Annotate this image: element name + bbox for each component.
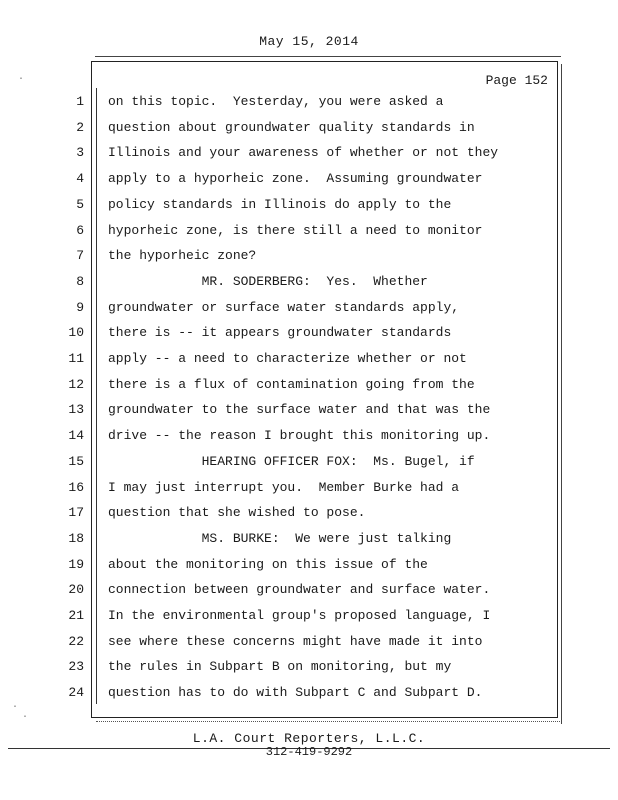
page-frame-shadow-bottom	[96, 721, 560, 722]
line-number: 3	[76, 145, 84, 160]
line-number: 9	[76, 300, 84, 315]
transcript-line: HEARING OFFICER FOX: Ms. Bugel, if	[108, 454, 475, 469]
page-frame-shadow-top	[95, 56, 561, 57]
transcript-line: MR. SODERBERG: Yes. Whether	[108, 274, 428, 289]
line-number: 8	[76, 274, 84, 289]
line-number: 12	[68, 377, 84, 392]
scan-speck: ·	[12, 702, 19, 713]
line-number: 22	[68, 634, 84, 649]
court-reporter-name: L.A. Court Reporters, L.L.C.	[192, 731, 426, 746]
page-frame-shadow-right	[561, 64, 562, 724]
transcript-line: on this topic. Yesterday, you were asked a	[108, 94, 444, 109]
line-number: 14	[68, 428, 84, 443]
line-number: 17	[68, 505, 84, 520]
line-number: 16	[68, 480, 84, 495]
transcript-line: the rules in Subpart B on monitoring, but my	[108, 659, 452, 674]
line-number-margin-rule	[96, 88, 97, 704]
transcript-line: hyporheic zone, is there still a need to monitor	[108, 223, 483, 238]
transcript-date: May 15, 2014	[259, 34, 359, 49]
page-number: Page 152	[485, 73, 548, 88]
line-number: 6	[76, 223, 84, 238]
court-reporter-phone: 312-419-9292	[265, 745, 353, 759]
line-number: 1	[76, 94, 84, 109]
line-number: 11	[68, 351, 84, 366]
transcript-line: drive -- the reason I brought this monitoring up.	[108, 428, 491, 443]
scan-speck: ·	[18, 74, 25, 85]
transcript-line: the hyporheic zone?	[108, 248, 257, 263]
transcript-line: Illinois and your awareness of whether or not they	[108, 145, 499, 160]
scan-speck: .	[22, 710, 29, 721]
transcript-line: groundwater or surface water standards apply,	[108, 300, 460, 315]
transcript-line: I may just interrupt you. Member Burke had a	[108, 480, 460, 495]
line-number: 13	[68, 402, 84, 417]
transcript-line: question that she wished to pose.	[108, 505, 366, 520]
line-number: 20	[68, 582, 84, 597]
line-number: 7	[76, 248, 84, 263]
transcript-line: question has to do with Subpart C and Subpart D.	[108, 685, 483, 700]
line-number: 18	[68, 531, 84, 546]
transcript-line: there is -- it appears groundwater standards	[108, 325, 452, 340]
transcript-line: there is a flux of contamination going from the	[108, 377, 475, 392]
transcript-line: groundwater to the surface water and that was the	[108, 402, 491, 417]
line-number: 24	[68, 685, 84, 700]
transcript-line: see where these concerns might have made it into	[108, 634, 483, 649]
transcript-line: MS. BURKE: We were just talking	[108, 531, 452, 546]
line-number: 23	[68, 659, 84, 674]
line-number: 19	[68, 557, 84, 572]
line-number: 15	[68, 454, 84, 469]
transcript-line: policy standards in Illinois do apply to the	[108, 197, 452, 212]
line-number: 4	[76, 171, 84, 186]
transcript-line: In the environmental group's proposed language, I	[108, 608, 491, 623]
line-number: 5	[76, 197, 84, 212]
transcript-line: apply to a hyporheic zone. Assuming groundwater	[108, 171, 483, 186]
line-number: 2	[76, 120, 84, 135]
transcript-line: apply -- a need to characterize whether or not	[108, 351, 467, 366]
transcript-line: about the monitoring on this issue of the	[108, 557, 428, 572]
line-number: 10	[68, 325, 84, 340]
line-number: 21	[68, 608, 84, 623]
transcript-line: question about groundwater quality standards in	[108, 120, 475, 135]
transcript-line: connection between groundwater and surface water.	[108, 582, 491, 597]
